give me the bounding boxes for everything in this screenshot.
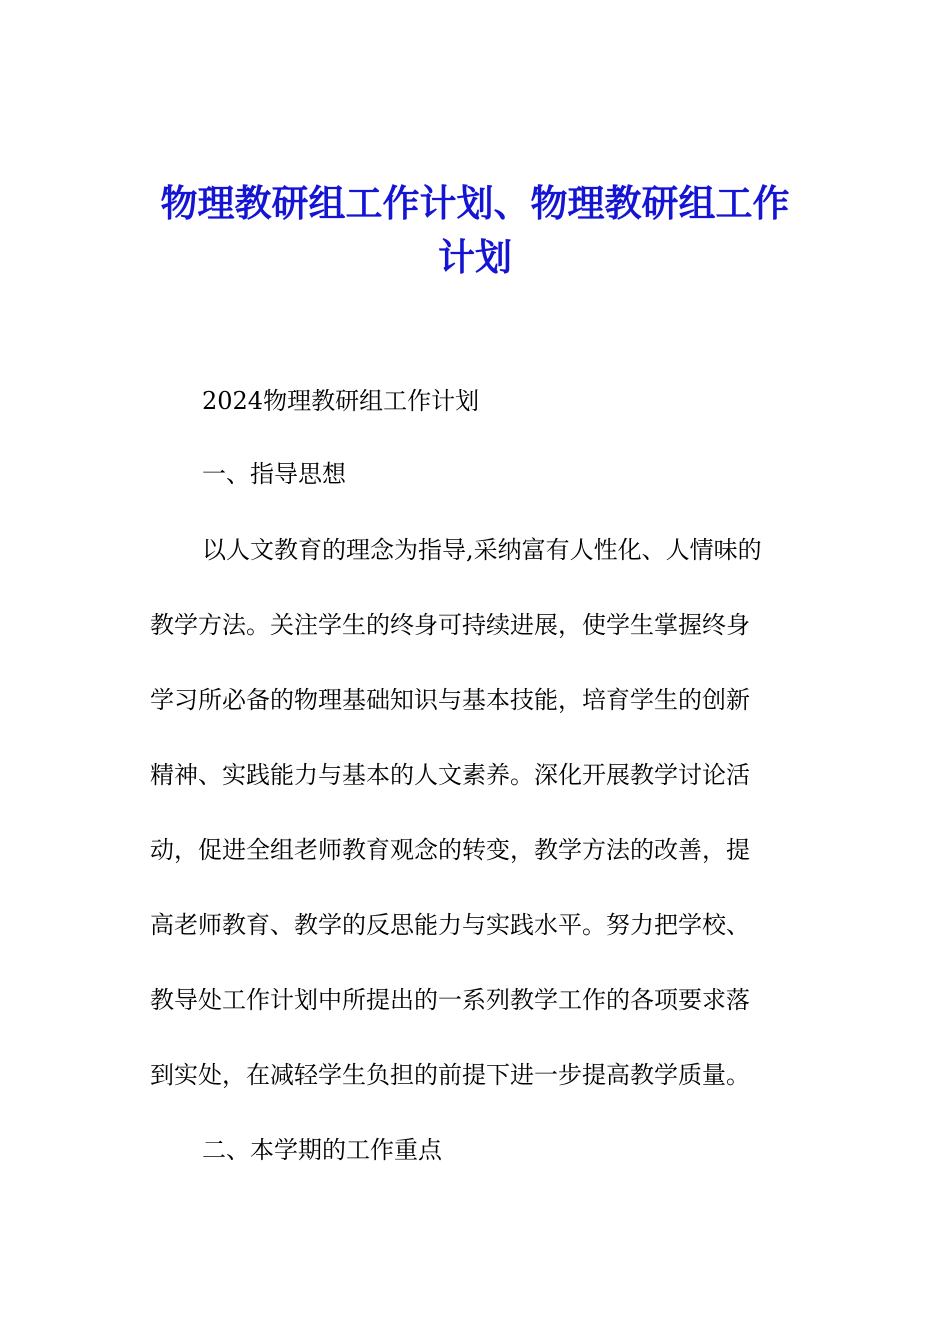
document-title: [100, 176, 850, 284]
subtitle: 2024物理教研组工作计划: [202, 387, 480, 415]
title-line-1: 物理教研组工作计划、物理教研组工作: [160, 181, 790, 225]
paragraph-line: 到实处，在减轻学生负担的前提下进一步提高教学质量。: [150, 1061, 750, 1089]
title-line-2: 计划: [438, 235, 512, 279]
paragraph-line: 高老师教育、教学的反思能力与实践水平。努力把学校、: [150, 911, 750, 939]
paragraph-line: 教学方法。关注学生的终身可持续进展，使学生掌握终身: [150, 611, 750, 639]
paragraph-line: 精神、实践能力与基本的人文素养。深化开展教学讨论活: [150, 761, 750, 789]
section-heading-work-focus: 二、本学期的工作重点: [202, 1136, 442, 1164]
paragraph-line: 动，促进全组老师教育观念的转变，教学方法的改善，提: [150, 836, 750, 864]
paragraph-line: 教导处工作计划中所提出的一系列教学工作的各项要求落: [150, 986, 750, 1014]
section-heading-guiding-thought: 一、指导思想: [202, 460, 346, 488]
paragraph-line: 学习所必备的物理基础知识与基本技能，培育学生的创新: [150, 686, 750, 714]
paragraph-line: 以人文教育的理念为指导,采纳富有人性化、人情味的: [202, 536, 762, 564]
